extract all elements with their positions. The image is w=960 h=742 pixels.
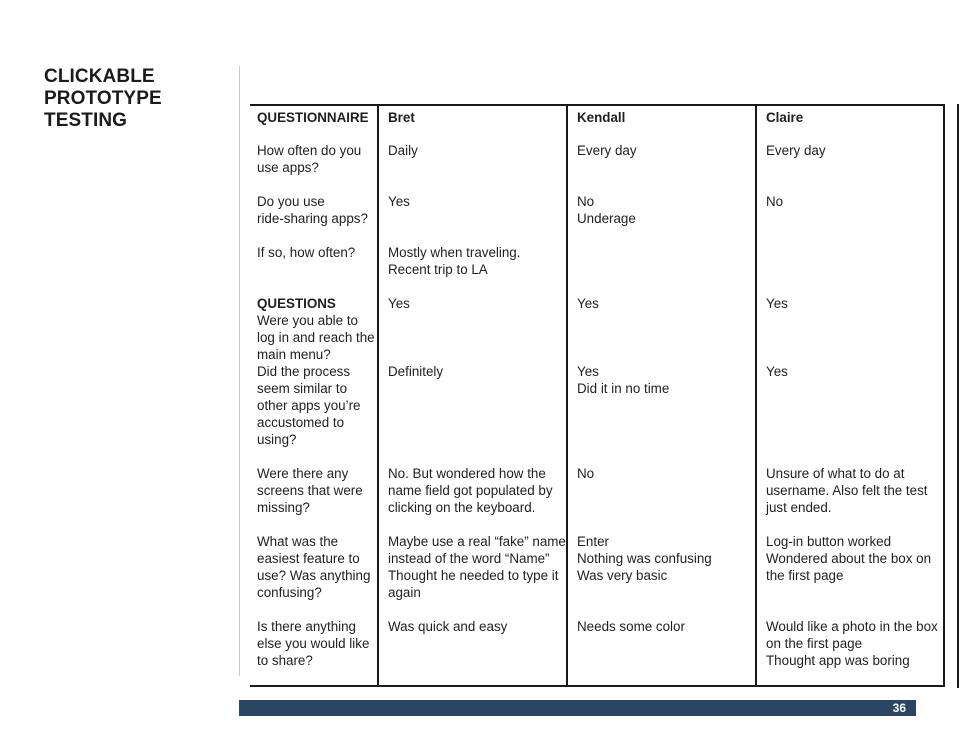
answer-text: again bbox=[388, 585, 421, 600]
answer-cell bbox=[378, 618, 567, 686]
header-participant: Claire bbox=[756, 105, 944, 136]
answer-text: Every day bbox=[766, 143, 826, 158]
question-cell bbox=[250, 363, 378, 465]
answer-text: the first page bbox=[766, 568, 844, 583]
answer-cell bbox=[378, 136, 567, 193]
answer-text: Was very basic bbox=[577, 568, 668, 583]
question-text: seem similar to bbox=[257, 381, 348, 396]
answer-text: Maybe use a real “fake” name bbox=[388, 534, 566, 549]
answer-text: Every day bbox=[577, 143, 637, 158]
answer-cell bbox=[567, 193, 756, 244]
question-text: Do you use bbox=[257, 194, 325, 209]
vertical-divider bbox=[239, 66, 240, 676]
answer-text: clicking on the keyboard. bbox=[388, 500, 536, 515]
table-row bbox=[250, 244, 944, 295]
question-cell bbox=[250, 193, 378, 244]
answer-text: Daily bbox=[388, 143, 418, 158]
answer-text: Was quick and easy bbox=[388, 619, 508, 634]
answer-text: Recent trip to LA bbox=[388, 262, 488, 277]
table-body bbox=[250, 136, 944, 686]
answer-cell bbox=[567, 136, 756, 193]
answer-text: Needs some color bbox=[577, 619, 685, 634]
question-text: Were you able to bbox=[257, 313, 358, 328]
answer-text: Yes bbox=[388, 194, 410, 209]
footer-bar bbox=[239, 700, 916, 716]
question-text: use? Was anything bbox=[257, 568, 371, 583]
answer-cell bbox=[756, 465, 944, 533]
question-text: main menu? bbox=[257, 347, 331, 362]
answer-cell bbox=[567, 618, 756, 686]
section-heading: QUESTIONS bbox=[257, 296, 336, 311]
question-cell bbox=[250, 465, 378, 533]
answer-text: Did it in no time bbox=[577, 381, 670, 396]
question-text: Were there any bbox=[257, 466, 349, 481]
answer-cell bbox=[756, 363, 944, 465]
answer-text: just ended. bbox=[766, 500, 832, 515]
question-text: easiest feature to bbox=[257, 551, 360, 566]
question-text: missing? bbox=[257, 500, 310, 515]
answer-cell bbox=[756, 193, 944, 244]
header-questionnaire: QUESTIONNAIRE bbox=[250, 105, 378, 136]
question-text: accustomed to bbox=[257, 415, 345, 430]
header-participant: Bret bbox=[378, 105, 567, 136]
question-text: other apps you’re bbox=[257, 398, 361, 413]
slide-title bbox=[44, 66, 224, 132]
answer-text: No bbox=[766, 194, 784, 209]
answer-cell bbox=[756, 295, 944, 363]
answer-text: name field got populated by bbox=[388, 483, 553, 498]
question-text: screens that were bbox=[257, 483, 363, 498]
table-row bbox=[250, 295, 944, 363]
slide-title-line: CLICKABLE bbox=[44, 66, 155, 87]
answer-text: Wondered about the box on bbox=[766, 551, 932, 566]
answer-text: Would like a photo in the box bbox=[766, 619, 938, 634]
question-text: ride-sharing apps? bbox=[257, 211, 368, 226]
answer-text: Yes bbox=[766, 364, 788, 379]
table-row bbox=[250, 533, 944, 618]
question-text: use apps? bbox=[257, 160, 319, 175]
table-row bbox=[250, 618, 944, 686]
answer-text: Thought app was boring bbox=[766, 653, 910, 668]
table-row bbox=[250, 363, 944, 465]
answer-cell bbox=[567, 295, 756, 363]
question-text: else you would like bbox=[257, 636, 370, 651]
question-cell bbox=[250, 533, 378, 618]
question-cell bbox=[250, 244, 378, 295]
answer-cell bbox=[567, 465, 756, 533]
question-text: If so, how often? bbox=[257, 245, 356, 260]
question-text: confusing? bbox=[257, 585, 322, 600]
answer-text: on the first page bbox=[766, 636, 863, 651]
page-number: 36 bbox=[892, 701, 906, 715]
answer-cell bbox=[756, 533, 944, 618]
answer-cell bbox=[567, 363, 756, 465]
answer-text: Thought he needed to type it bbox=[388, 568, 559, 583]
table-row bbox=[250, 136, 944, 193]
answer-cell bbox=[567, 533, 756, 618]
answer-cell bbox=[378, 533, 567, 618]
answer-cell bbox=[378, 295, 567, 363]
slide-title-line: PROTOTYPE bbox=[44, 88, 162, 109]
answer-text: Yes bbox=[577, 364, 599, 379]
header-participant: Kendall bbox=[567, 105, 756, 136]
answer-text: Unsure of what to do at bbox=[766, 466, 905, 481]
slide-title-line: TESTING bbox=[44, 110, 128, 131]
answer-text: instead of the word “Name” bbox=[388, 551, 550, 566]
question-text: Is there anything bbox=[257, 619, 357, 634]
table-row bbox=[250, 465, 944, 533]
answer-text: Definitely bbox=[388, 364, 444, 379]
table-row bbox=[250, 193, 944, 244]
answer-text: Nothing was confusing bbox=[577, 551, 712, 566]
answer-cell bbox=[378, 244, 567, 295]
answer-text: Mostly when traveling. bbox=[388, 245, 521, 260]
answer-text: Log-in button worked bbox=[766, 534, 892, 549]
question-text: log in and reach the bbox=[257, 330, 375, 345]
question-cell bbox=[250, 618, 378, 686]
answer-text: No bbox=[577, 194, 595, 209]
answer-text: Yes bbox=[388, 296, 410, 311]
answer-text: username. Also felt the test bbox=[766, 483, 928, 498]
answer-text: Underage bbox=[577, 211, 636, 226]
question-text: What was the bbox=[257, 534, 339, 549]
answer-cell bbox=[378, 363, 567, 465]
answer-cell bbox=[756, 136, 944, 193]
answer-cell bbox=[378, 193, 567, 244]
answer-text: Enter bbox=[577, 534, 610, 549]
question-cell bbox=[250, 136, 378, 193]
answer-cell bbox=[378, 465, 567, 533]
table-header-row bbox=[250, 105, 944, 136]
answer-cell bbox=[567, 244, 756, 295]
answer-text: No bbox=[577, 466, 595, 481]
question-text: to share? bbox=[257, 653, 313, 668]
answer-text: Yes bbox=[766, 296, 788, 311]
answer-text: Yes bbox=[577, 296, 599, 311]
question-text: How often do you bbox=[257, 143, 362, 158]
survey-results-table bbox=[250, 104, 945, 687]
answer-cell bbox=[756, 618, 944, 686]
question-text: using? bbox=[257, 432, 297, 447]
answer-cell bbox=[756, 244, 944, 295]
answer-text: No. But wondered how the bbox=[388, 466, 546, 481]
question-text: Did the process bbox=[257, 364, 351, 379]
right-edge-rule bbox=[957, 104, 959, 688]
question-cell bbox=[250, 295, 378, 363]
